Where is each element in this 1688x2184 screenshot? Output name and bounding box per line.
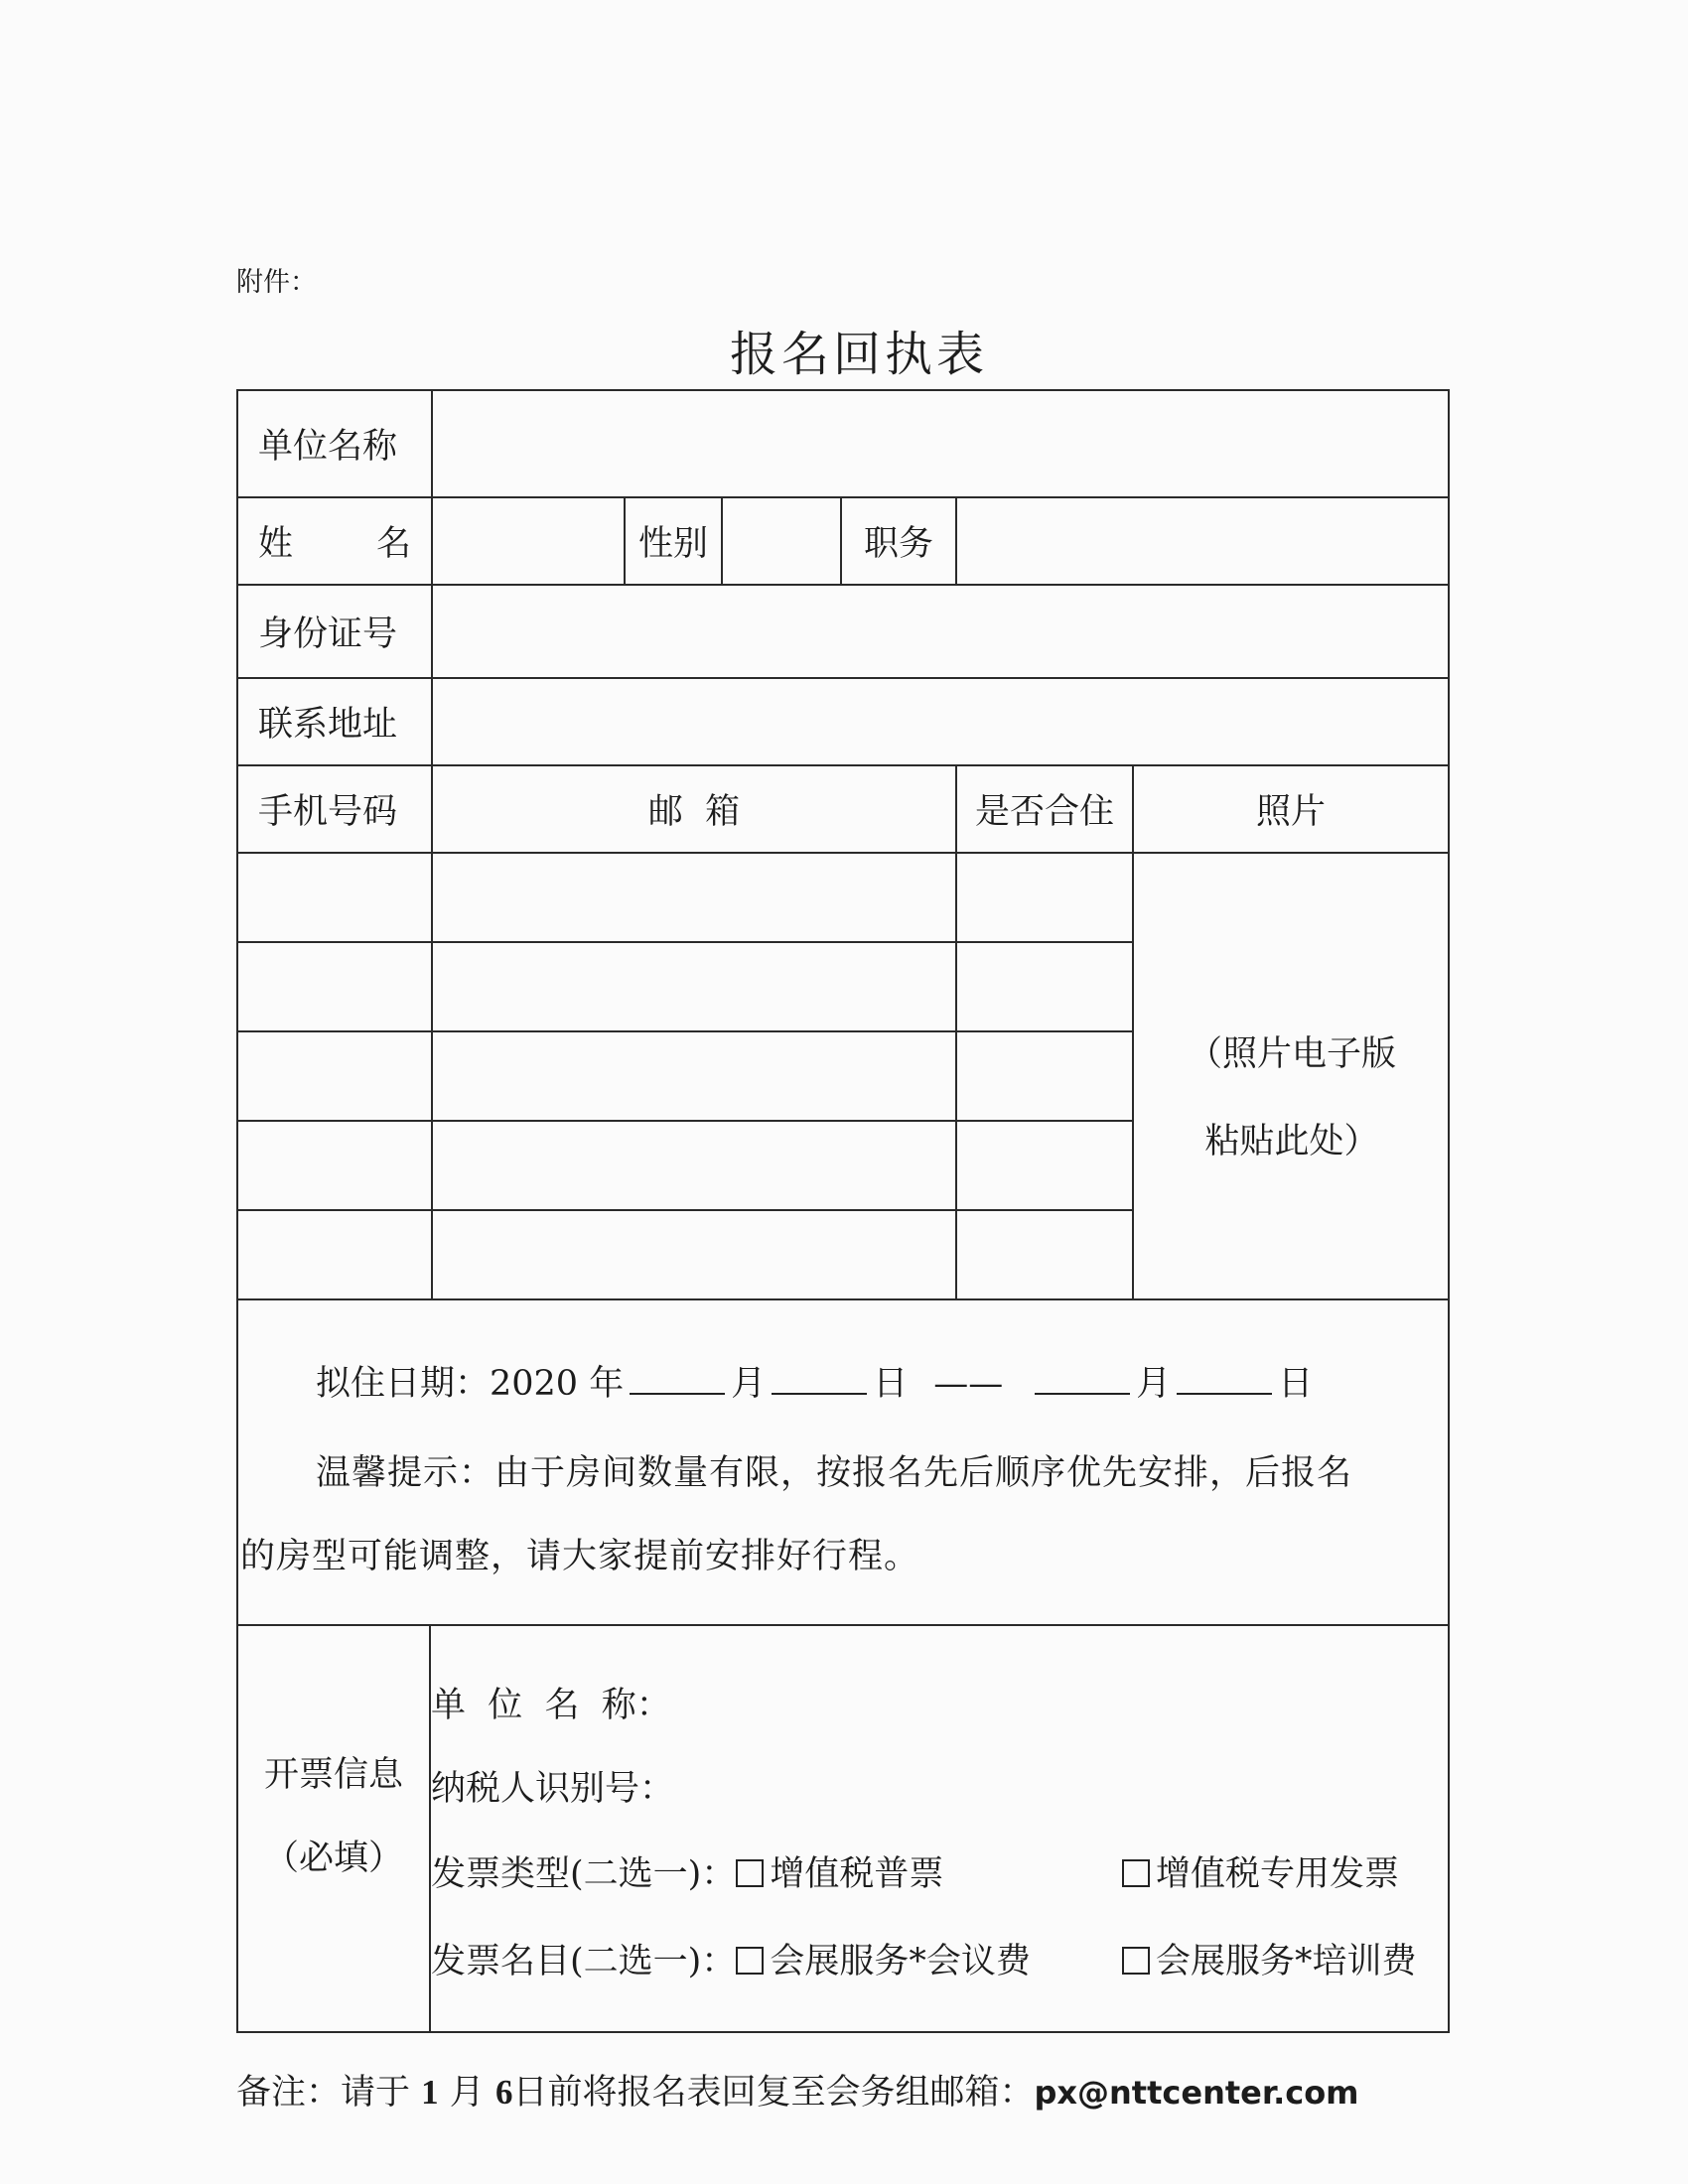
checkin-day-field[interactable] (772, 1363, 867, 1395)
invoice-item-option-1: 会展服务*会议费 (770, 1942, 1031, 1981)
invoice-type-option-2: 增值税专用发票 (1156, 1854, 1400, 1894)
phone-field[interactable] (238, 1122, 431, 1209)
gender-field[interactable] (723, 498, 840, 584)
unit-name-field[interactable] (433, 391, 1448, 496)
invoice-taxpayer-id[interactable]: 纳税人识别号： (431, 1769, 675, 1809)
stay-day: 日 (873, 1364, 909, 1404)
invoice-item-checkbox-2[interactable] (1122, 1947, 1150, 1975)
tip-line-2: 的房型可能调整，请大家提前安排好行程。 (240, 1537, 920, 1576)
note-day-number: 6 (494, 2073, 513, 2112)
email-label: 邮 箱 (647, 792, 741, 832)
photo-placeholder[interactable] (1134, 1011, 1450, 1185)
email-field[interactable] (433, 1211, 955, 1298)
email-field[interactable] (433, 943, 955, 1030)
address-field[interactable] (433, 679, 1448, 764)
photo-label: 照片 (1255, 792, 1326, 832)
position-field[interactable] (957, 498, 1448, 584)
checkout-day-field[interactable] (1177, 1363, 1272, 1395)
stay-day-2: 日 (1278, 1364, 1314, 1404)
table-border-bottom (236, 2031, 1450, 2033)
share-room-field[interactable] (957, 943, 1132, 1030)
photo-note-line-1: （照片电子版 (1187, 1034, 1396, 1074)
name-label-char-1: 姓 (258, 524, 294, 564)
name-label-char-2: 名 (375, 524, 411, 564)
invoice-unit-name[interactable]: 单 位 名 称： (431, 1686, 671, 1725)
note-month: 月 (449, 2073, 485, 2113)
phone-label: 手机号码 (258, 792, 398, 832)
invoice-item-row (431, 1934, 1031, 1983)
share-room-field[interactable] (957, 1122, 1132, 1209)
row-divider (236, 1624, 1450, 1626)
invoice-item-label: 发票名目(二选一)： (431, 1942, 737, 1981)
invoice-type-option-2-row (1122, 1846, 1399, 1896)
stay-dash: —— (933, 1364, 1004, 1404)
share-room-label: 是否合住 (974, 792, 1114, 832)
contact-email[interactable]: px@nttcenter.com (1034, 2074, 1359, 2112)
name-field[interactable] (433, 498, 624, 584)
attachment-label: 附件： (236, 267, 317, 297)
table-border-right (1448, 389, 1450, 2033)
id-number-field[interactable] (433, 586, 1448, 677)
note-month-number: 1 (421, 2073, 439, 2112)
invoice-type-option-1: 增值税普票 (770, 1854, 944, 1894)
stay-dates (316, 1356, 1313, 1406)
invoice-label (238, 1757, 429, 1876)
id-number-label: 身份证号 (258, 614, 398, 654)
email-field[interactable] (433, 1122, 955, 1209)
stay-month-2: 月 (1136, 1364, 1172, 1404)
invoice-label-line-1: 开票信息 (263, 1755, 403, 1795)
unit-name-label: 单位名称 (258, 427, 398, 467)
checkin-month-field[interactable] (630, 1363, 725, 1395)
email-field[interactable] (433, 854, 955, 941)
share-room-field[interactable] (957, 854, 1132, 941)
page-title: 报名回执表 (729, 327, 988, 382)
invoice-type-label: 发票类型(二选一)： (431, 1854, 737, 1894)
photo-note-line-2: 粘贴此处） (1204, 1122, 1379, 1161)
phone-field[interactable] (238, 854, 431, 941)
footer-note (236, 2065, 1359, 2115)
note-prefix: 备注：请于 (236, 2073, 411, 2113)
phone-field[interactable] (238, 1032, 431, 1120)
invoice-label-line-2: （必填） (263, 1839, 403, 1878)
invoice-item-option-2: 会展服务*培训费 (1156, 1942, 1417, 1981)
invoice-type-row (431, 1846, 943, 1896)
stay-prefix: 拟住日期：2020 年 (316, 1364, 625, 1404)
stay-month: 月 (731, 1364, 767, 1404)
share-room-field[interactable] (957, 1211, 1132, 1298)
invoice-item-checkbox-1[interactable] (736, 1947, 764, 1975)
position-label: 职务 (863, 524, 933, 564)
gender-label: 性别 (637, 524, 708, 564)
name-label (236, 498, 431, 584)
checkout-month-field[interactable] (1035, 1363, 1130, 1395)
share-room-field[interactable] (957, 1032, 1132, 1120)
tip-line-1: 温馨提示：由于房间数量有限，按报名先后顺序优先安排，后报名 (316, 1453, 1353, 1493)
phone-field[interactable] (238, 1211, 431, 1298)
note-suffix: 日前将报名表回复至会务组邮箱： (512, 2073, 1035, 2113)
address-label: 联系地址 (258, 705, 398, 745)
row-divider (236, 1298, 1450, 1300)
invoice-type-checkbox-1[interactable] (736, 1859, 764, 1887)
invoice-type-checkbox-2[interactable] (1122, 1859, 1150, 1887)
email-field[interactable] (433, 1032, 955, 1120)
phone-field[interactable] (238, 943, 431, 1030)
invoice-item-option-2-row (1122, 1934, 1417, 1983)
